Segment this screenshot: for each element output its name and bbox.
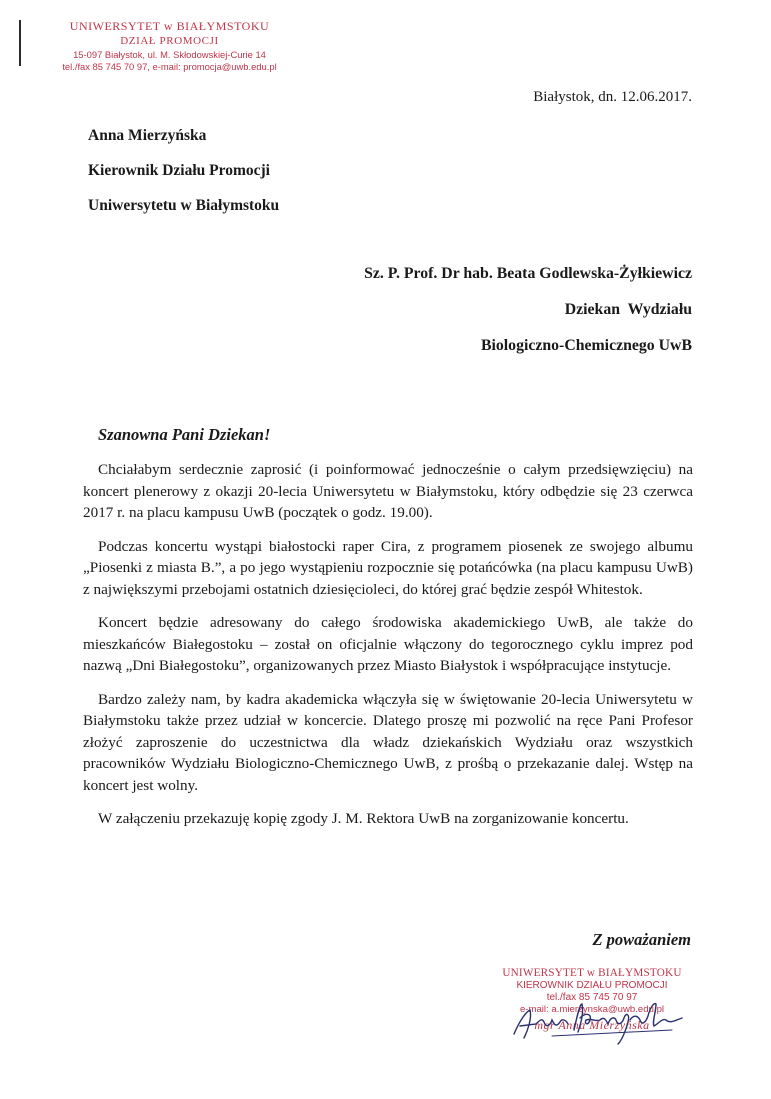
stamp-university: UNIWERSYTET w BIAŁYMSTOKU <box>69 19 270 33</box>
recipient-block <box>364 256 692 364</box>
stamp-address: 15-097 Białystok, ul. M. Skłodowskiej-Curie 14 <box>73 49 266 60</box>
letter-body <box>83 459 693 842</box>
body-paragraph: Koncert będzie adresowany do całego środowiska akademickiego UwB, ale także do mieszkańców Białegostoku – został on oficjalnie włączony do tegorocznego cyklu imprez pod nazwą „Dni Białegostoku”, organizowanych przez Miasto Białystok i współpracujące instytucje. <box>83 614 693 674</box>
stamp-signer-name: mgr Anna Mierzyńska <box>534 1018 650 1032</box>
sender-block <box>88 118 279 223</box>
sender-position: Kierownik Działu Promocji <box>88 162 270 179</box>
body-paragraph: W załączeniu przekazuję kopię zgody J. M. Rektora UwB na zorganizowanie koncertu. <box>98 810 629 827</box>
stamp-contact: tel./fax 85 745 70 97, e-mail: promocja@uwb.edu.pl <box>62 61 277 72</box>
body-paragraph: Chciałabym serdecznie zaprosić (i poinformować jednocześnie o całym przedsięwzięciu) na koncert plenerowy z okazji 20-lecia Uniwersytetu w Białymstoku, który odbędzie się 23 czerwca 2017 r. na placu kampusu UwB (początek o godz. 19.00). <box>83 461 693 521</box>
body-paragraph: Bardzo zależy nam, by kadra akademicka włączyła się w świętowanie 20-lecia Uniwersytetu w Białymstoku także przez udział w koncercie. Dlatego proszę mi pozwolić na ręce Pani Profesor złożyć zaproszenie do uczestnictwa dla władz dziekańskich Wydziału oraz wszystkich pracowników Wydziału Biologiczno-Chemicznego UwB, z prośbą o przekazanie dalej. Wstęp na koncert jest wolny. <box>83 690 693 794</box>
handwritten-signature <box>506 990 696 1050</box>
stamp-phone: tel./fax 85 745 70 97 <box>546 992 638 1003</box>
body-paragraph: Podczas koncertu wystąpi białostocki raper Cira, z programem piosenek ze swojego albumu „Piosenki z miasta B.”, a po jego wystąpieniu rozpocznie się potańcówka (na placu kampusu UwB) z największymi przebojami ostatnich dziesięcioleci, do której grać będzie zespół Whitestok. <box>83 537 693 598</box>
department-stamp-top <box>62 19 277 72</box>
sender-name: Anna Mierzyńska <box>88 127 207 144</box>
stamp-university: UNIWERSYTET w BIAŁYMSTOKU <box>502 967 682 979</box>
recipient-faculty: Biologiczno-Chemicznego UwB <box>480 337 692 354</box>
scan-artifact-line <box>19 20 21 66</box>
recipient-name: Sz. P. Prof. Dr hab. Beata Godlewska-Żyłkiewicz <box>364 265 692 282</box>
stamp-department: DZIAŁ PROMOCJI <box>120 35 219 47</box>
recipient-position: Dziekan Wydziału <box>564 301 692 318</box>
letter-date: Białystok, dn. 12.06.2017. <box>533 89 692 105</box>
sender-institution: Uniwersytetu w Białymstoku <box>88 197 280 214</box>
stamp-title: KIEROWNIK DZIAŁU PROMOCJI <box>516 980 668 991</box>
stamp-email: e-mail: a.mierzynska@uwb.edu.pl <box>519 1004 665 1015</box>
closing: Z poważaniem <box>592 930 691 949</box>
salutation: Szanowna Pani Dziekan! <box>98 425 271 444</box>
